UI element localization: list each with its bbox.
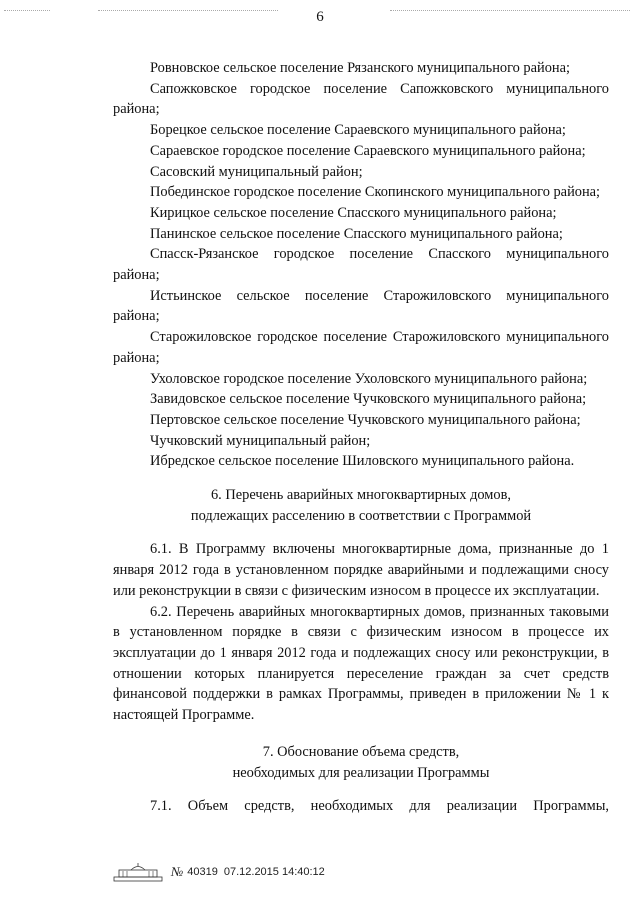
registration-number-symbol: № bbox=[171, 864, 184, 879]
list-item: Чучковский муниципальный район; bbox=[150, 432, 371, 449]
list-item: Борецкое сельское поселение Сараевского муниципального района; bbox=[150, 122, 566, 139]
building-logo-icon bbox=[113, 862, 163, 882]
heading-line: 7. Обоснование объема средств, bbox=[262, 743, 460, 760]
paragraph-6-2: 6.2. Перечень аварийных многоквартирных домов, признанных таковыми в установленном порядке в связи с физическим износом в процессе их эксплуатации до 1 января 2012 года и подлежащих сносу или реконструкции, в отношении которых планируется переселение граждан за счет средств финансовой поддержки в рамках Программы, приведен в приложении № 1 к настоящей Программе. bbox=[113, 603, 609, 724]
document-body bbox=[113, 58, 609, 817]
registration-footer bbox=[113, 862, 325, 882]
list-item: Ибредское сельское поселение Шиловского муниципального района. bbox=[150, 453, 575, 470]
paragraph-6-1: 6.1. В Программу включены многоквартирные дома, признанные до 1 января 2012 года в установленном порядке аварийными и подлежащими сносу или реконструкции в связи с физическим износом в процессе их эксплуатации. bbox=[113, 541, 609, 599]
list-item: Истьинское сельское поселение Старожиловского муниципального района; bbox=[113, 287, 609, 325]
list-item: Сараевское городское поселение Сараевского муниципального района; bbox=[150, 142, 586, 159]
list-item: Ухоловское городское поселение Ухоловского муниципального района; bbox=[150, 370, 588, 387]
list-item: Сапожковское городское поселение Сапожковского муниципального района; bbox=[113, 80, 609, 118]
list-item: Панинское сельское поселение Спасского муниципального района; bbox=[150, 225, 563, 242]
list-item: Кирицкое сельское поселение Спасского муниципального района; bbox=[150, 204, 557, 221]
heading-line: необходимых для реализации Программы bbox=[232, 764, 490, 781]
paragraph-7-1: 7.1. Объем средств, необходимых для реализации Программы, bbox=[150, 798, 609, 815]
registration-number: 40319 bbox=[187, 866, 218, 878]
list-item: Завидовское сельское поселение Чучковского муниципального района; bbox=[150, 391, 587, 408]
list-item: Старожиловское городское поселение Старожиловского муниципального района; bbox=[113, 329, 609, 366]
list-item: Пертовское сельское поселение Чучковского муниципального района; bbox=[150, 411, 581, 428]
heading-line: 6. Перечень аварийных многоквартирных домов, bbox=[210, 487, 512, 504]
list-item: Сасовский муниципальный район; bbox=[150, 163, 363, 180]
list-item: Побединское городское поселение Скопинского муниципального района; bbox=[150, 184, 601, 201]
registration-datetime: 07.12.2015 14:40:12 bbox=[223, 866, 325, 878]
list-item: Ровновское сельское поселение Рязанского муниципального района; bbox=[150, 60, 570, 76]
list-item: Спасск-Рязанское городское поселение Спасского муниципального района; bbox=[113, 246, 609, 284]
section-6-heading bbox=[113, 485, 609, 526]
page-number: 6 bbox=[316, 9, 324, 25]
section-7-heading bbox=[113, 742, 609, 783]
settlement-list bbox=[113, 58, 609, 472]
heading-line: подлежащих расселению в соответствии с Программой bbox=[190, 507, 532, 524]
